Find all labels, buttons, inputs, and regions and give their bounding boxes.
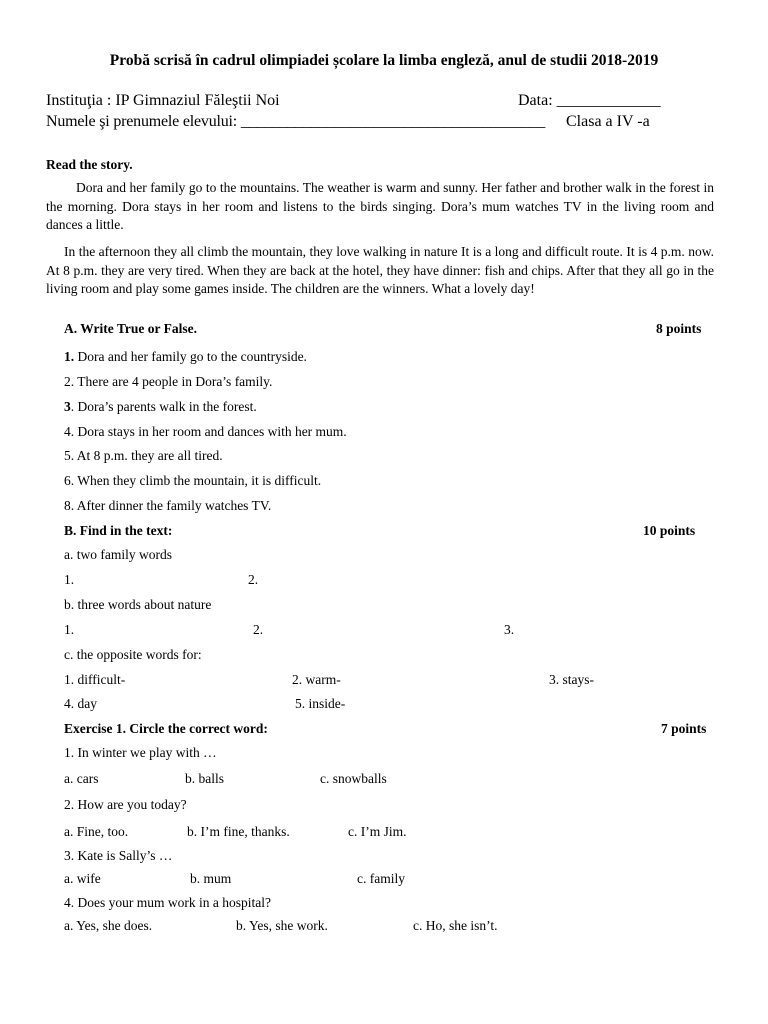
page-title: Probă scrisă în cadrul olimpiadei școlare la limba engleză, anul de studii 2018-2019 <box>109 52 659 69</box>
student-name-label: Numele şi prenumele elevului: _______________________________________ <box>46 113 546 130</box>
answer-option: b. balls <box>185 771 224 786</box>
answer-slot-number: 2. <box>248 572 259 587</box>
item-text: 6. When they climb the mountain, it is difficult. <box>64 473 322 488</box>
answer-option: b. I’m fine, thanks. <box>187 824 290 839</box>
true-false-item <box>64 374 272 390</box>
opposites-prompt: c. the opposite words for: <box>64 647 202 662</box>
item-number: 1. <box>64 349 75 364</box>
answer-option: a. cars <box>64 771 99 786</box>
opposite-item: 4. day <box>64 696 97 711</box>
opposite-item: 5. inside- <box>295 696 346 711</box>
true-false-item <box>64 399 257 415</box>
item-text: 8. After dinner the family watches TV. <box>64 498 272 513</box>
section-b-points: 10 points <box>643 523 696 538</box>
institution-label: Instituţia : IP Gimnaziul Făleştii Noi <box>46 92 280 109</box>
question-4: 4. Does your mum work in a hospital? <box>64 895 271 910</box>
answer-option: b. Yes, she work. <box>236 918 328 933</box>
opposite-item: 2. warm- <box>292 672 341 687</box>
item-text: 2. There are 4 people in Dora’s family. <box>64 374 273 389</box>
item-number: 3 <box>64 399 71 414</box>
section-a-points: 8 points <box>656 321 702 336</box>
answer-option: a. Yes, she does. <box>64 918 153 933</box>
family-words-prompt: a. two family words <box>64 547 172 562</box>
section-b-heading: B. Find in the text: <box>64 523 173 538</box>
story-paragraph-2-text: In the afternoon they all climb the mountain, they love walking in nature It is a long and difficult route. It is 4 p.m. now. At 8 p.m. they are very tired. When they are back at the hotel, they have dinner: fish and chips. After that they all go in the living room and play some games inside. The children are the winners. What a lovely day! <box>46 244 714 297</box>
opposite-item: 1. difficult- <box>64 672 126 687</box>
answer-option: a. Fine, too. <box>64 824 129 839</box>
item-text: Dora and her family go to the countryside. <box>74 349 307 364</box>
opposite-item: 3. stays- <box>549 672 594 687</box>
story-paragraph-1 <box>46 179 714 235</box>
answer-option: a. wife <box>64 871 101 886</box>
question-3: 3. Kate is Sally’s … <box>64 848 173 863</box>
question-1: 1. In winter we play with … <box>64 745 217 760</box>
answer-option: c. family <box>357 871 405 886</box>
answer-option: c. Ho, she isn’t. <box>413 918 498 933</box>
date-label: Data: _____________ <box>518 92 661 109</box>
nature-words-prompt: b. three words about nature <box>64 597 212 612</box>
answer-option: c. snowballs <box>320 771 387 786</box>
section-a-heading: A. Write True or False. <box>64 321 197 336</box>
item-text: 5. At 8 p.m. they are all tired. <box>64 448 223 463</box>
true-false-item <box>64 448 223 464</box>
true-false-item <box>64 498 271 514</box>
story-paragraph-2 <box>46 243 714 299</box>
exercise-1-points: 7 points <box>661 721 707 736</box>
story-paragraph-1-text: Dora and her family go to the mountains. The weather is warm and sunny. Her father and brother walk in the forest in the morning. Dora stays in her room and listens to the birds singing. Dora’s mum watches TV in the living room and dances a little. <box>46 180 714 233</box>
story-heading: Read the story. <box>46 157 133 172</box>
true-false-item <box>64 349 307 365</box>
true-false-item <box>64 424 347 440</box>
answer-option: b. mum <box>190 871 232 886</box>
answer-option: c. I’m Jim. <box>348 824 407 839</box>
item-text: 4. Dora stays in her room and dances with her mum. <box>64 424 347 439</box>
exercise-1-heading: Exercise 1. Circle the correct word: <box>64 721 268 736</box>
question-2: 2. How are you today? <box>64 797 187 812</box>
answer-slot-number: 1. <box>64 572 75 587</box>
true-false-item <box>64 473 321 489</box>
class-label: Clasa a IV -a <box>566 113 650 130</box>
item-text: . Dora’s parents walk in the forest. <box>70 399 257 414</box>
answer-slot-number: 2. <box>253 622 264 637</box>
answer-slot-number: 3. <box>504 622 515 637</box>
answer-slot-number: 1. <box>64 622 75 637</box>
